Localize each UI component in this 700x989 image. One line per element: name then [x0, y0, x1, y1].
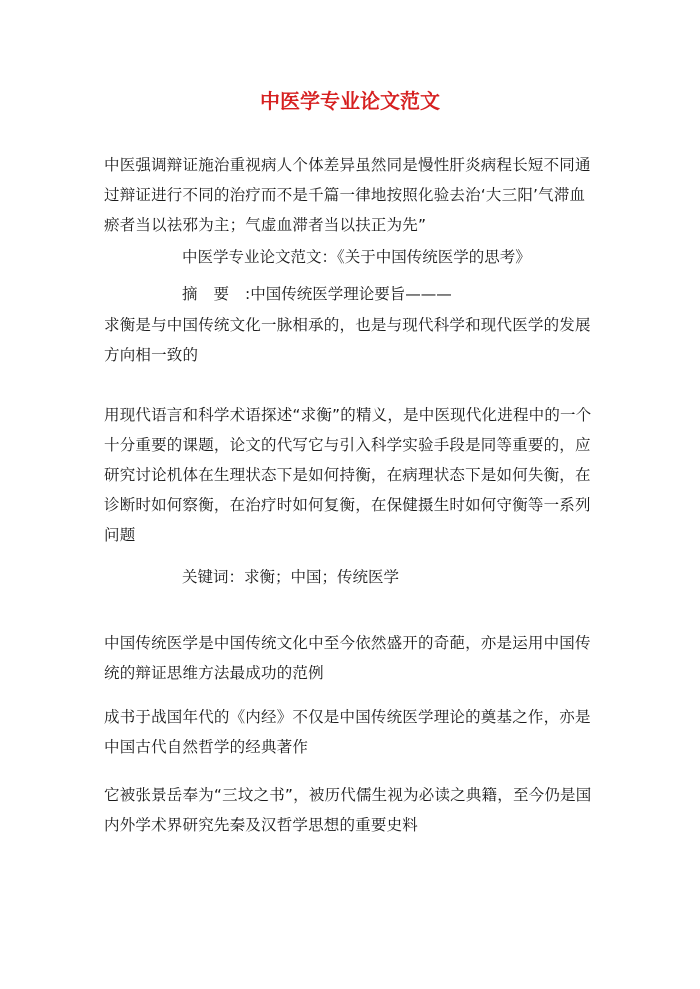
document-title: 中医学专业论文范文	[260, 89, 440, 113]
abstract-body: 求衡是与中国传统文化一脉相承的，也是与现代科学和现代医学的发展方向相一致的	[104, 316, 591, 364]
abstract-text: :中国传统医学理论要旨———	[245, 285, 452, 303]
body-paragraph-3: 成书于战国年代的《内经》不仅是中国传统医学理论的奠基之作，亦是中国古代自然哲学的经典著作	[104, 708, 591, 756]
abstract-line	[182, 279, 612, 309]
intro-paragraph: 中医强调辩证施治重视病人个体差异虽然同是慢性肝炎病程长短不同通过辩证进行不同的治疗而不是千篇一律地按照化验去治‘大三阳’气滞血瘀者当以祛邪为主；气虚血滞者当以扶正为先”	[104, 156, 591, 234]
subtitle: 中医学专业论文范文：《关于中国传统医学的思考》	[182, 248, 531, 266]
keywords: 关键词：求衡；中国；传统医学	[182, 568, 400, 586]
body-paragraph-4: 它被张景岳奉为“三坟之书”，被历代儒生视为必读之典籍，至今仍是国内外学术界研究先秦及汉哲学思想的重要史料	[104, 786, 592, 834]
body-paragraph-2: 中国传统医学是中国传统文化中至今依然盛开的奇葩，亦是运用中国传统的辩证思维方法最成功的范例	[104, 634, 591, 682]
body-paragraph-1: 用现代语言和科学术语探述“求衡”的精义，是中医现代化进程中的一个十分重要的课题，论文的代写它与引入科学实验手段是同等重要的，应研究讨论机体在生理状态下是如何持衡，在病理状态下是如何失衡，在诊断时如何察衡，在治疗时如何复衡，在保健摄生时如何守衡等一系列问题	[104, 406, 592, 544]
abstract-label: 摘要	[182, 285, 246, 303]
